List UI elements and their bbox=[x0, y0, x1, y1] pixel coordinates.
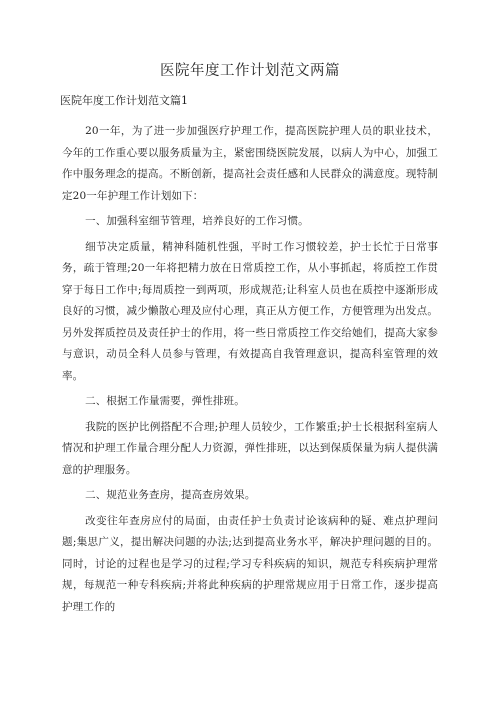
subheading-2: 二、根据工作量需要，弹性排班。 bbox=[85, 395, 245, 407]
subheading-1: 一、加强科室细节管理，培养良好的工作习惯。 bbox=[85, 215, 309, 227]
subheading-3: 二、规范业务查房，提高查房效果。 bbox=[85, 489, 256, 501]
document-title: 医院年度工作计划范文两篇 bbox=[160, 63, 340, 79]
document-body bbox=[62, 121, 438, 618]
paragraph-scheduling: 我院的医护比例搭配不合理;护理人员较少，工作繁重;护士长根据科室病人情况和护理工作量合理分配人力资源，弹性排班，以达到保质保量为病人提供满意的护理服务。 bbox=[62, 420, 438, 476]
paragraph-ward-rounds: 改变往年查房应付的局面，由责任护士负责讨论该病种的疑、难点护理问题;集思广义，提出解决问题的办法;达到提高业务水平，解决护理问题的目的。同时，讨论的过程也是学习的过程;学习专科疾病的知识，规范专科疾病护理常规，每规范一种专科疾病;并将此种疾病的护理常规应用于日常工作，逐步提高护理工作的 bbox=[62, 514, 438, 613]
paragraph-detail-management: 细节决定质量，精神科随机性强，平时工作习惯较差，护士长忙于日常事务，疏于管理;20一年将把精力放在日常质控工作，从小事抓起，将质控工作贯穿于每日工作中;每周质控一到两项，形成规范;让科室人员也在质控中逐渐形成良好的习惯，减少懒散心理及应付心理，真正从方便工作，方便管理为出发点。另外发挥质控员及责任护士的作用，将一些日常质控工作交给她们，提高大家参与意识，动员全科人员参与管理，有效提高自我管理意识，提高科室管理的效率。 bbox=[62, 240, 438, 382]
paragraph-intro: 20一年，为了进一步加强医疗护理工作，提高医院护理人员的职业技术，今年的工作重心要以服务质量为主，紧密围绕医院发展，以病人为中心，加强工作中服务理念的提高。不断创新，提高社会责任感和人民群众的满意度。现特制定20一年护理工作计划如下： bbox=[62, 125, 438, 202]
section-title: 医院年度工作计划范文篇1 bbox=[60, 94, 188, 107]
